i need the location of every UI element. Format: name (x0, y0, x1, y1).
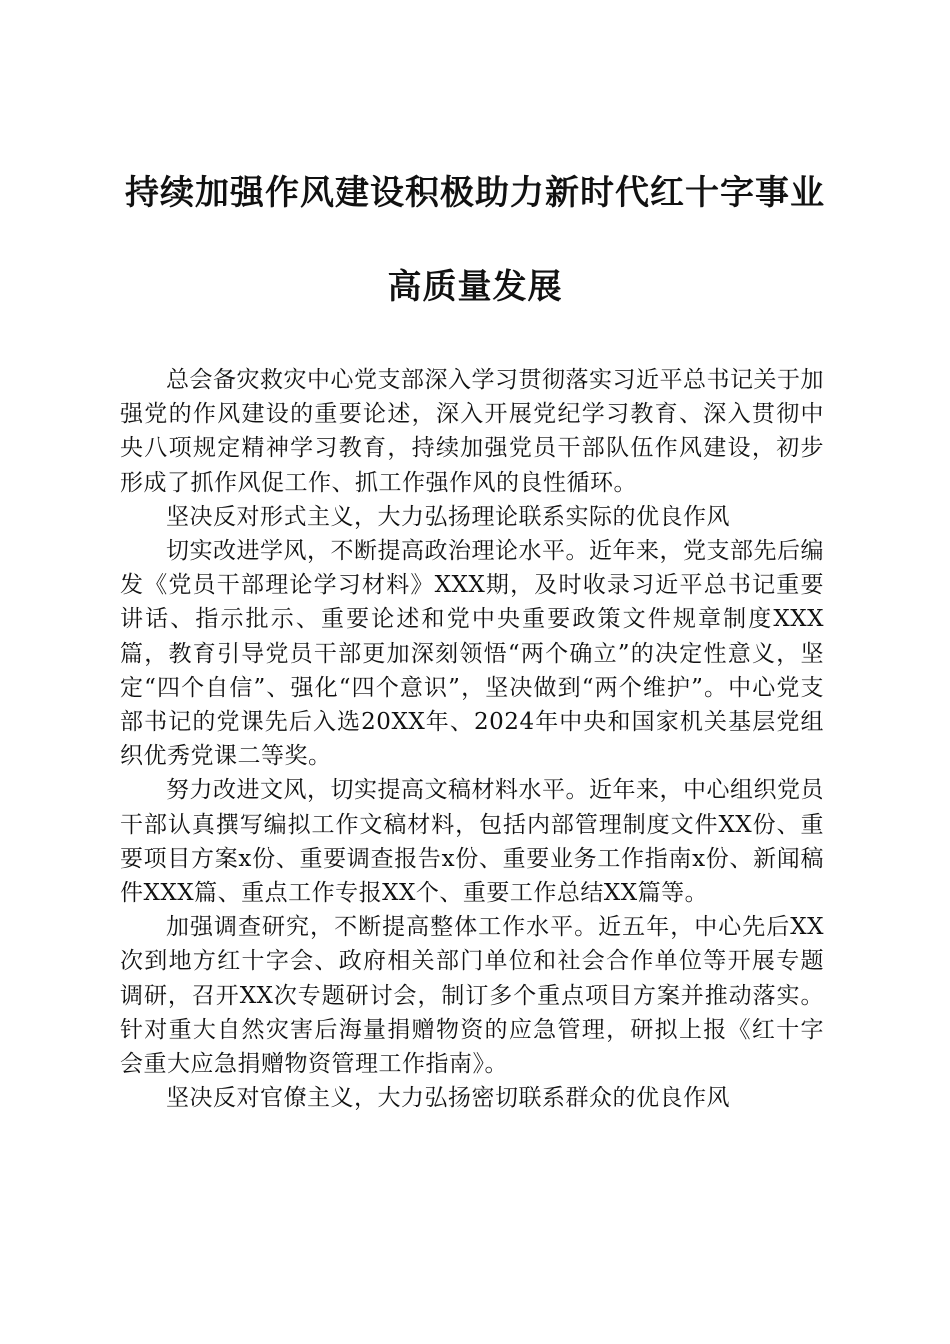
intro-paragraph: 总会备灾救灾中心党支部深入学习贯彻落实习近平总书记关于加强党的作风建设的重要论述，深入开展党纪学习教育、深入贯彻中央八项规定精神学习教育，持续加强党员干部队伍作风建设，初步形成了抓作风促工作、抓工作强作风的良性循环。 (120, 367, 824, 496)
title-line-2: 高质量发展 (387, 267, 563, 307)
body-paragraph: 努力改进文风，切实提高文稿材料水平。近年来，中心组织党员干部认真撰写编拟工作文稿材料，包括内部管理制度文件XX份、重要项目方案x份、重要调查报告x份、重要业务工作指南x份、新闻稿件XXX篇、重点工作专报XX个、重要工作总结XX篇等。 (120, 777, 824, 907)
body-paragraph: 切实改进学风，不断提高政治理论水平。近年来，党支部先后编发《党员干部理论学习材料》XXX期，及时收录习近平总书记重要讲话、指示批示、重要论述和党中央重要政策文件规章制度XXX篇，教育引导党员干部更加深刻领悟“两个确立”的决定性意义，坚定“四个自信”、强化“四个意识”，坚决做到“两个维护”。中心党支部书记的党课先后入选20XX年、2024年中央和国家机关基层党组织优秀党课二等奖。 (120, 538, 824, 770)
title-line-1: 持续加强作风建设积极助力新时代红十字事业 (125, 173, 825, 213)
section-heading: 坚决反对官僚主义，大力弘扬密切联系群众的优良作风 (166, 1085, 730, 1112)
document-title (100, 166, 850, 354)
body-paragraph: 加强调查研究，不断提高整体工作水平。近五年，中心先后XX次到地方红十字会、政府相关部门单位和社会合作单位等开展专题调研，召开XX次专题研讨会，制订多个重点项目方案并推动落实。针对重大自然灾害后海量捐赠物资的应急管理，研拟上报《红十字会重大应急捐赠物资管理工作指南》。 (120, 914, 824, 1078)
document-body (120, 363, 824, 1115)
section-heading: 坚决反对形式主义，大力弘扬理论联系实际的优良作风 (166, 503, 730, 530)
